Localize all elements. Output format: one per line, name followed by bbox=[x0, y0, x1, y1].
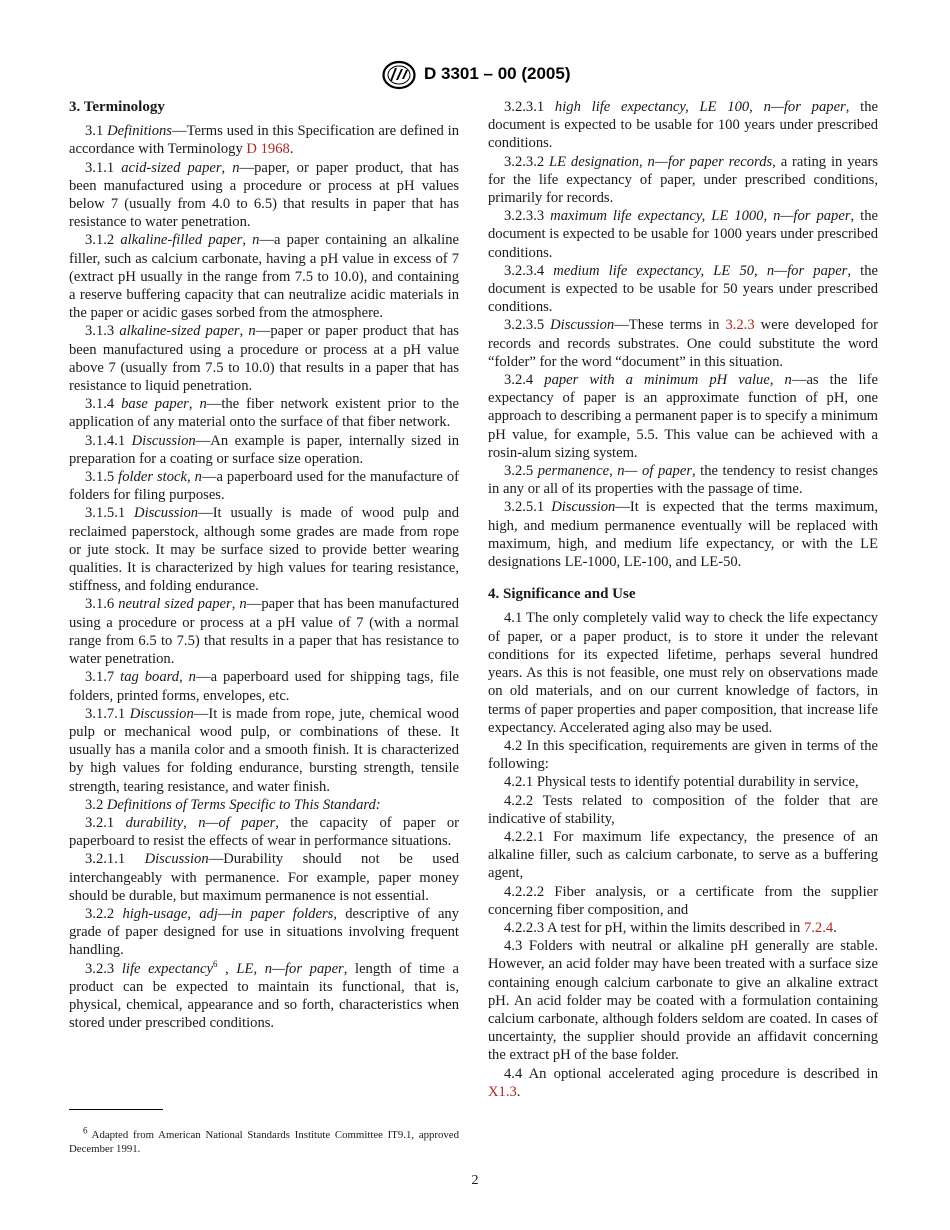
section-3-heading: 3. Terminology bbox=[69, 99, 165, 115]
para-3-2-3-2: 3.2.3.2 LE designation, n—for paper records, a rating in years for the life expectancy of paper, under prescribed conditions, primarily for records. bbox=[488, 153, 878, 207]
para-3-1: 3.1 Definitions—Terms used in this Specification are defined in accordance with Terminology D 1968. bbox=[69, 123, 459, 158]
astm-logo-icon bbox=[382, 60, 416, 90]
page-header bbox=[0, 60, 950, 92]
para-3-2-4: 3.2.4 paper with a minimum pH value, n—as the life expectancy of paper is an approximate function of pH, one approach to describing a permanent paper is to specify a minimum pH value, for example, 5.5. This value can be achieved with a rosin-alum sizing system. bbox=[488, 372, 878, 461]
para-3-2-3-4: 3.2.3.4 medium life expectancy, LE 50, n—for paper, the document is expected to be usable for 50 years under prescribed conditions. bbox=[488, 262, 878, 316]
para-4-1: 4.1 The only completely valid way to check the life expectancy of paper, or a paper product, is to store it under the relevant conditions for its expected lifetime, perhaps several hundred years. As this is not feasible, one must rely on observations made on old materials, and on our current knowledge of factors, in terms of paper properties and paper composition, that increase life expectancy. Accelerated aging also may be used. bbox=[488, 610, 878, 736]
para-4-2-2: 4.2.2 Tests related to composition of the folder that are indicative of stability, bbox=[488, 792, 878, 827]
para-3-2-3-5: 3.2.3.5 Discussion—These terms in 3.2.3 were developed for records and records substrates. One could substitute the word “folder” for the word “document” in this situation. bbox=[488, 317, 878, 370]
para-3-1-7-1: 3.1.7.1 Discussion—It is made from rope, jute, chemical wood pulp or mechanical wood pulp, or combinations of these. It usually has a manila color and a smooth finish. It is characterized by high values for folding endurance, bursting strength, tensile strength, tearing resistance, and water finish. bbox=[69, 705, 459, 795]
link-x1-3[interactable]: X1.3 bbox=[488, 1083, 517, 1100]
para-3-2-1-1: 3.2.1.1 Discussion—Durability should not be used interchangeably with permanence. For example, paper money should be durable, but maximum permanence is not essential. bbox=[69, 851, 459, 904]
para-4-2-2-1: 4.2.2.1 For maximum life expectancy, the presence of an alkaline filler, such as calcium carbonate, to serve as a buffering agent, bbox=[488, 828, 878, 882]
footnote-ref-6[interactable]: 6 bbox=[212, 958, 218, 969]
para-3-2-2: 3.2.2 high-usage, adj—in paper folders, descriptive of any grade of paper designed for use in situations involving frequent handling. bbox=[69, 905, 460, 959]
para-3-2-1: 3.2.1 durability, n—of paper, the capacity of paper or paperboard to resist the effects of wear in performance situations. bbox=[69, 814, 460, 850]
para-4-4: 4.4 An optional accelerated aging procedure is described in X1.3. bbox=[488, 1065, 878, 1100]
footnote-6: $^6$ Adapted from American National Standards Institute Committee IT9.1, approved December 1991. bbox=[69, 1125, 459, 1155]
link-3-2-3[interactable]: 3.2.3 bbox=[725, 317, 755, 334]
para-3-1-6: 3.1.6 neutral sized paper, n—paper that has been manufactured using a procedure or process at a pH value of 7 (with a normal range from 6.5 to 7.5) that results in a paper that has resistance to water penetration. bbox=[69, 596, 459, 668]
para-3-2-3-3: 3.2.3.3 maximum life expectancy, LE 1000, n—for paper, the document is expected to be usable for 1000 years under prescribed conditions. bbox=[488, 208, 878, 261]
section-4-heading: 4. Significance and Use bbox=[488, 586, 636, 603]
left-column bbox=[69, 98, 459, 1032]
footnote-divider bbox=[69, 1109, 163, 1110]
para-3-2-5-1: 3.2.5.1 Discussion—It is expected that the terms maximum, high, and medium permanence eventually will be replaced with maximum, high, and medium life expectancy, or with the LE designations LE-1000, LE-100, and LE-50. bbox=[488, 499, 879, 571]
link-7-2-4[interactable]: 7.2.4 bbox=[803, 919, 834, 936]
right-column bbox=[488, 98, 878, 1101]
para-4-2: 4.2 In this specification, requirements are given in terms of the following: bbox=[488, 737, 878, 773]
document-id: D 3301 – 00 (2005) bbox=[424, 64, 571, 83]
para-3-1-2: 3.1.2 alkaline-filled paper, n—a paper containing an alkaline filler, such as calcium carbonate, having a pH value in excess of 7 (extract pH usually in the range from 7.5 to 10.0), and containing a reserve buffering capacity that can neutralize acidic materials in the paper or acidic gases sorbed from the atmosphere. bbox=[69, 232, 460, 322]
para-3-2-5: 3.2.5 permanence, n— of paper, the tendency to resist changes in any or all of its properties with the passage of time. bbox=[488, 463, 878, 498]
para-3-1-7: 3.1.7 tag board, n—a paperboard used for shipping tags, file folders, printed forms, envelopes, etc. bbox=[69, 669, 460, 704]
para-4-2-2-3: 4.2.2.3 A test for pH, within the limits described in 7.2.4. bbox=[504, 919, 837, 936]
para-3-1-5: 3.1.5 folder stock, n—a paperboard used for the manufacture of folders for filing purposes. bbox=[69, 469, 460, 504]
para-3-1-1: 3.1.1 acid-sized paper, n—paper, or paper product, that has been manufactured using a procedure or process at pH values below 7 (usually from 4.0 to 6.5) that results in paper that has resistance to water penetration. bbox=[69, 159, 459, 231]
para-3-1-3: 3.1.3 alkaline-sized paper, n—paper or paper product that has been manufactured using a procedure or process at a pH value above 7 (usually from 7.5 to 10.0) that results in a paper that has resistance to liquid penetration. bbox=[69, 323, 459, 395]
link-d1968[interactable]: D 1968 bbox=[246, 141, 290, 158]
para-3-2-3-1: 3.2.3.1 high life expectancy, LE 100, n—for paper, the document is expected to be usable for 100 years under prescribed conditions. bbox=[488, 99, 878, 152]
para-4-2-1: 4.2.1 Physical tests to identify potential durability in service, bbox=[504, 774, 859, 791]
para-4-3: 4.3 Folders with neutral or alkaline pH generally are stable. However, an acid folder may have been treated with a surface size containing enough calcium carbonate to give an alkaline extract pH. An acid folder may be coated with a formulation containing calcium carbonate, although folders seldom are coated. In cases of uncertainty, the supplier should provide an affidavit concerning the extract pH of the base folder. bbox=[488, 938, 878, 1064]
para-3-1-5-1: 3.1.5.1 Discussion—It usually is made of wood pulp and reclaimed paperstock, although some grades are made from rope or jute stock. It may be surface sized to provide better wearing qualities. It is characterized by high values for tearing resistance, stiffness, and folding endurance. bbox=[69, 505, 459, 595]
page-number: 2 bbox=[471, 1173, 479, 1188]
para-4-2-2-2: 4.2.2.2 Fiber analysis, or a certificate from the supplier concerning fiber composition, and bbox=[488, 883, 878, 918]
para-3-1-4-1: 3.1.4.1 Discussion—An example is paper, internally sized in preparation for a coating or surface size operation. bbox=[69, 432, 459, 467]
para-3-2-3: 3.2.3 life expectancy$^6$ , LE, n—for paper, length of time a product can be expected to maintain its functional, that is, physical, chemical, appearance and so forth, characteristics when stored under prescribed conditions. bbox=[69, 958, 460, 1032]
para-3-1-4: 3.1.4 base paper, n—the fiber network existent prior to the application of any material onto the surface of that fiber network. bbox=[69, 396, 460, 431]
para-3-2: 3.2 Definitions of Terms Specific to This Standard: bbox=[85, 796, 381, 813]
